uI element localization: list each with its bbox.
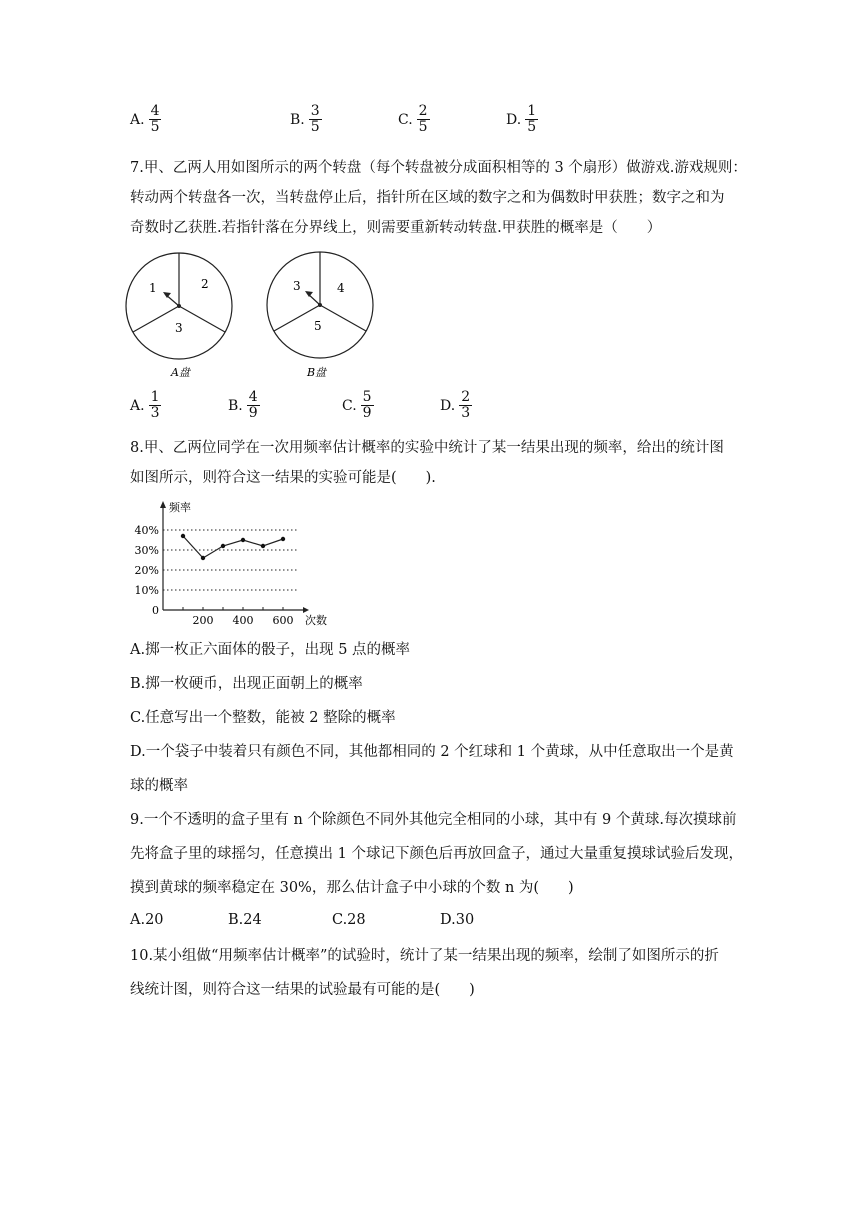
q6-option-c: C. $\frac{2}{5}$ [398, 103, 428, 135]
q7-line-1: 7.甲、乙两人用如图所示的两个转盘（每个转盘被分成面积相等的 3 个扇形）做游戏.游戏规则： [130, 160, 747, 176]
q6-option-b: B. $\frac{3}{5}$ [290, 103, 320, 135]
data-point [241, 538, 245, 542]
arrow-icon [163, 292, 171, 298]
y-tick-label: 20% [134, 564, 159, 577]
q7-option-b: B. $\frac{4}{9}$ [228, 389, 258, 421]
x-tick-label: 600 [272, 614, 294, 627]
y-tick-label: 40% [134, 524, 159, 537]
q9-option-d: D.30 [440, 912, 475, 928]
q9-option-a: A.20 [130, 912, 164, 928]
x-axis-label: 次数 [305, 614, 327, 627]
y-axis-arrow-icon [160, 501, 166, 508]
data-point [201, 556, 205, 560]
series-line [183, 536, 283, 558]
sector-number: 5 [314, 319, 322, 333]
q9-option-b: B.24 [228, 912, 262, 928]
y-tick-label: 30% [134, 544, 159, 557]
y-tick-label: 0 [152, 604, 159, 617]
q8-option-a: A.掷一枚正六面体的骰子，出现 5 点的概率 [130, 642, 411, 658]
data-point [181, 534, 185, 538]
q8-option-d-cont: 球的概率 [130, 778, 188, 794]
fraction: $\frac{1}{3}$ [150, 389, 160, 421]
q8-line-2: 如图所示，则符合这一结果的实验可能是( ). [130, 470, 436, 486]
q7-option-c: C. $\frac{5}{9}$ [342, 389, 372, 421]
sector-number: 4 [337, 281, 345, 295]
x-tick-label: 200 [192, 614, 214, 627]
q6-option-d: D. $\frac{1}{5}$ [506, 103, 537, 135]
q9-line-1: 9.一个不透明的盒子里有 n 个除颜色不同外其他完全相同的小球，其中有 9 个黄球.每次摸球前 [130, 812, 737, 828]
q8-option-c: C.任意写出一个整数，能被 2 整除的概率 [130, 710, 396, 726]
divider [320, 305, 366, 331]
sector-number: 3 [293, 279, 301, 293]
arrow-icon [305, 291, 313, 297]
q8-line-1: 8.甲、乙两位同学在一次用频率估计概率的实验中统计了某一结果出现的频率，给出的统计图 [130, 440, 724, 456]
x-tick-label: 400 [232, 614, 254, 627]
fraction: $\frac{4}{5}$ [150, 103, 160, 135]
q10-line-1: 10.某小组做“用频率估计概率”的试验时，统计了某一结果出现的频率，绘制了如图所示的折 [130, 948, 719, 964]
q9-option-c: C.28 [332, 912, 366, 928]
x-axis-arrow-icon [303, 607, 309, 613]
data-point [261, 544, 265, 548]
fraction: $\frac{4}{9}$ [248, 389, 258, 421]
spinner-b-figure [265, 250, 385, 385]
divider [179, 306, 225, 332]
y-tick-label: 10% [134, 584, 159, 597]
q7-option-d: D. $\frac{2}{3}$ [440, 389, 471, 421]
q10-line-2: 线统计图，则符合这一结果的试验最有可能的是( ) [130, 982, 475, 998]
q8-option-d: D.一个袋子中装着只有颜色不同，其他都相同的 2 个红球和 1 个黄球，从中任意取出一个是黄 [130, 744, 734, 760]
fraction: $\frac{1}{5}$ [527, 103, 537, 135]
spinner-caption: B盘 [307, 366, 327, 379]
fraction: $\frac{3}{5}$ [310, 103, 320, 135]
q7-option-a: A. $\frac{1}{3}$ [130, 389, 160, 421]
spinner-a-figure [125, 250, 245, 385]
fraction: $\frac{2}{3}$ [461, 389, 471, 421]
fraction: $\frac{2}{5}$ [418, 103, 428, 135]
q7-line-2: 转动两个转盘各一次，当转盘停止后，指针所在区域的数字之和为偶数时甲获胜；数字之和为 [130, 190, 725, 206]
sector-number: 3 [175, 321, 183, 335]
spinner-caption: A盘 [171, 366, 190, 379]
q9-line-3: 摸到黄球的频率稳定在 30%，那么估计盒子中小球的个数 n 为( ) [130, 880, 574, 896]
sector-number: 2 [201, 277, 209, 291]
q7-line-3: 奇数时乙获胜.若指针落在分界线上，则需要重新转动转盘.甲获胜的概率是（ ） [130, 220, 662, 236]
q8-option-b: B.掷一枚硬币，出现正面朝上的概率 [130, 676, 363, 692]
sector-number: 1 [149, 281, 157, 295]
data-point [281, 537, 285, 541]
divider [133, 306, 179, 332]
frequency-line-chart [125, 498, 327, 630]
y-axis-label: 频率 [169, 501, 191, 514]
fraction: $\frac{5}{9}$ [362, 389, 372, 421]
q6-option-a: A. $\frac{4}{5}$ [130, 103, 160, 135]
data-point [221, 544, 225, 548]
q9-line-2: 先将盒子里的球摇匀，任意摸出 1 个球记下颜色后再放回盒子，通过大量重复摸球试验后发现， [130, 846, 743, 862]
